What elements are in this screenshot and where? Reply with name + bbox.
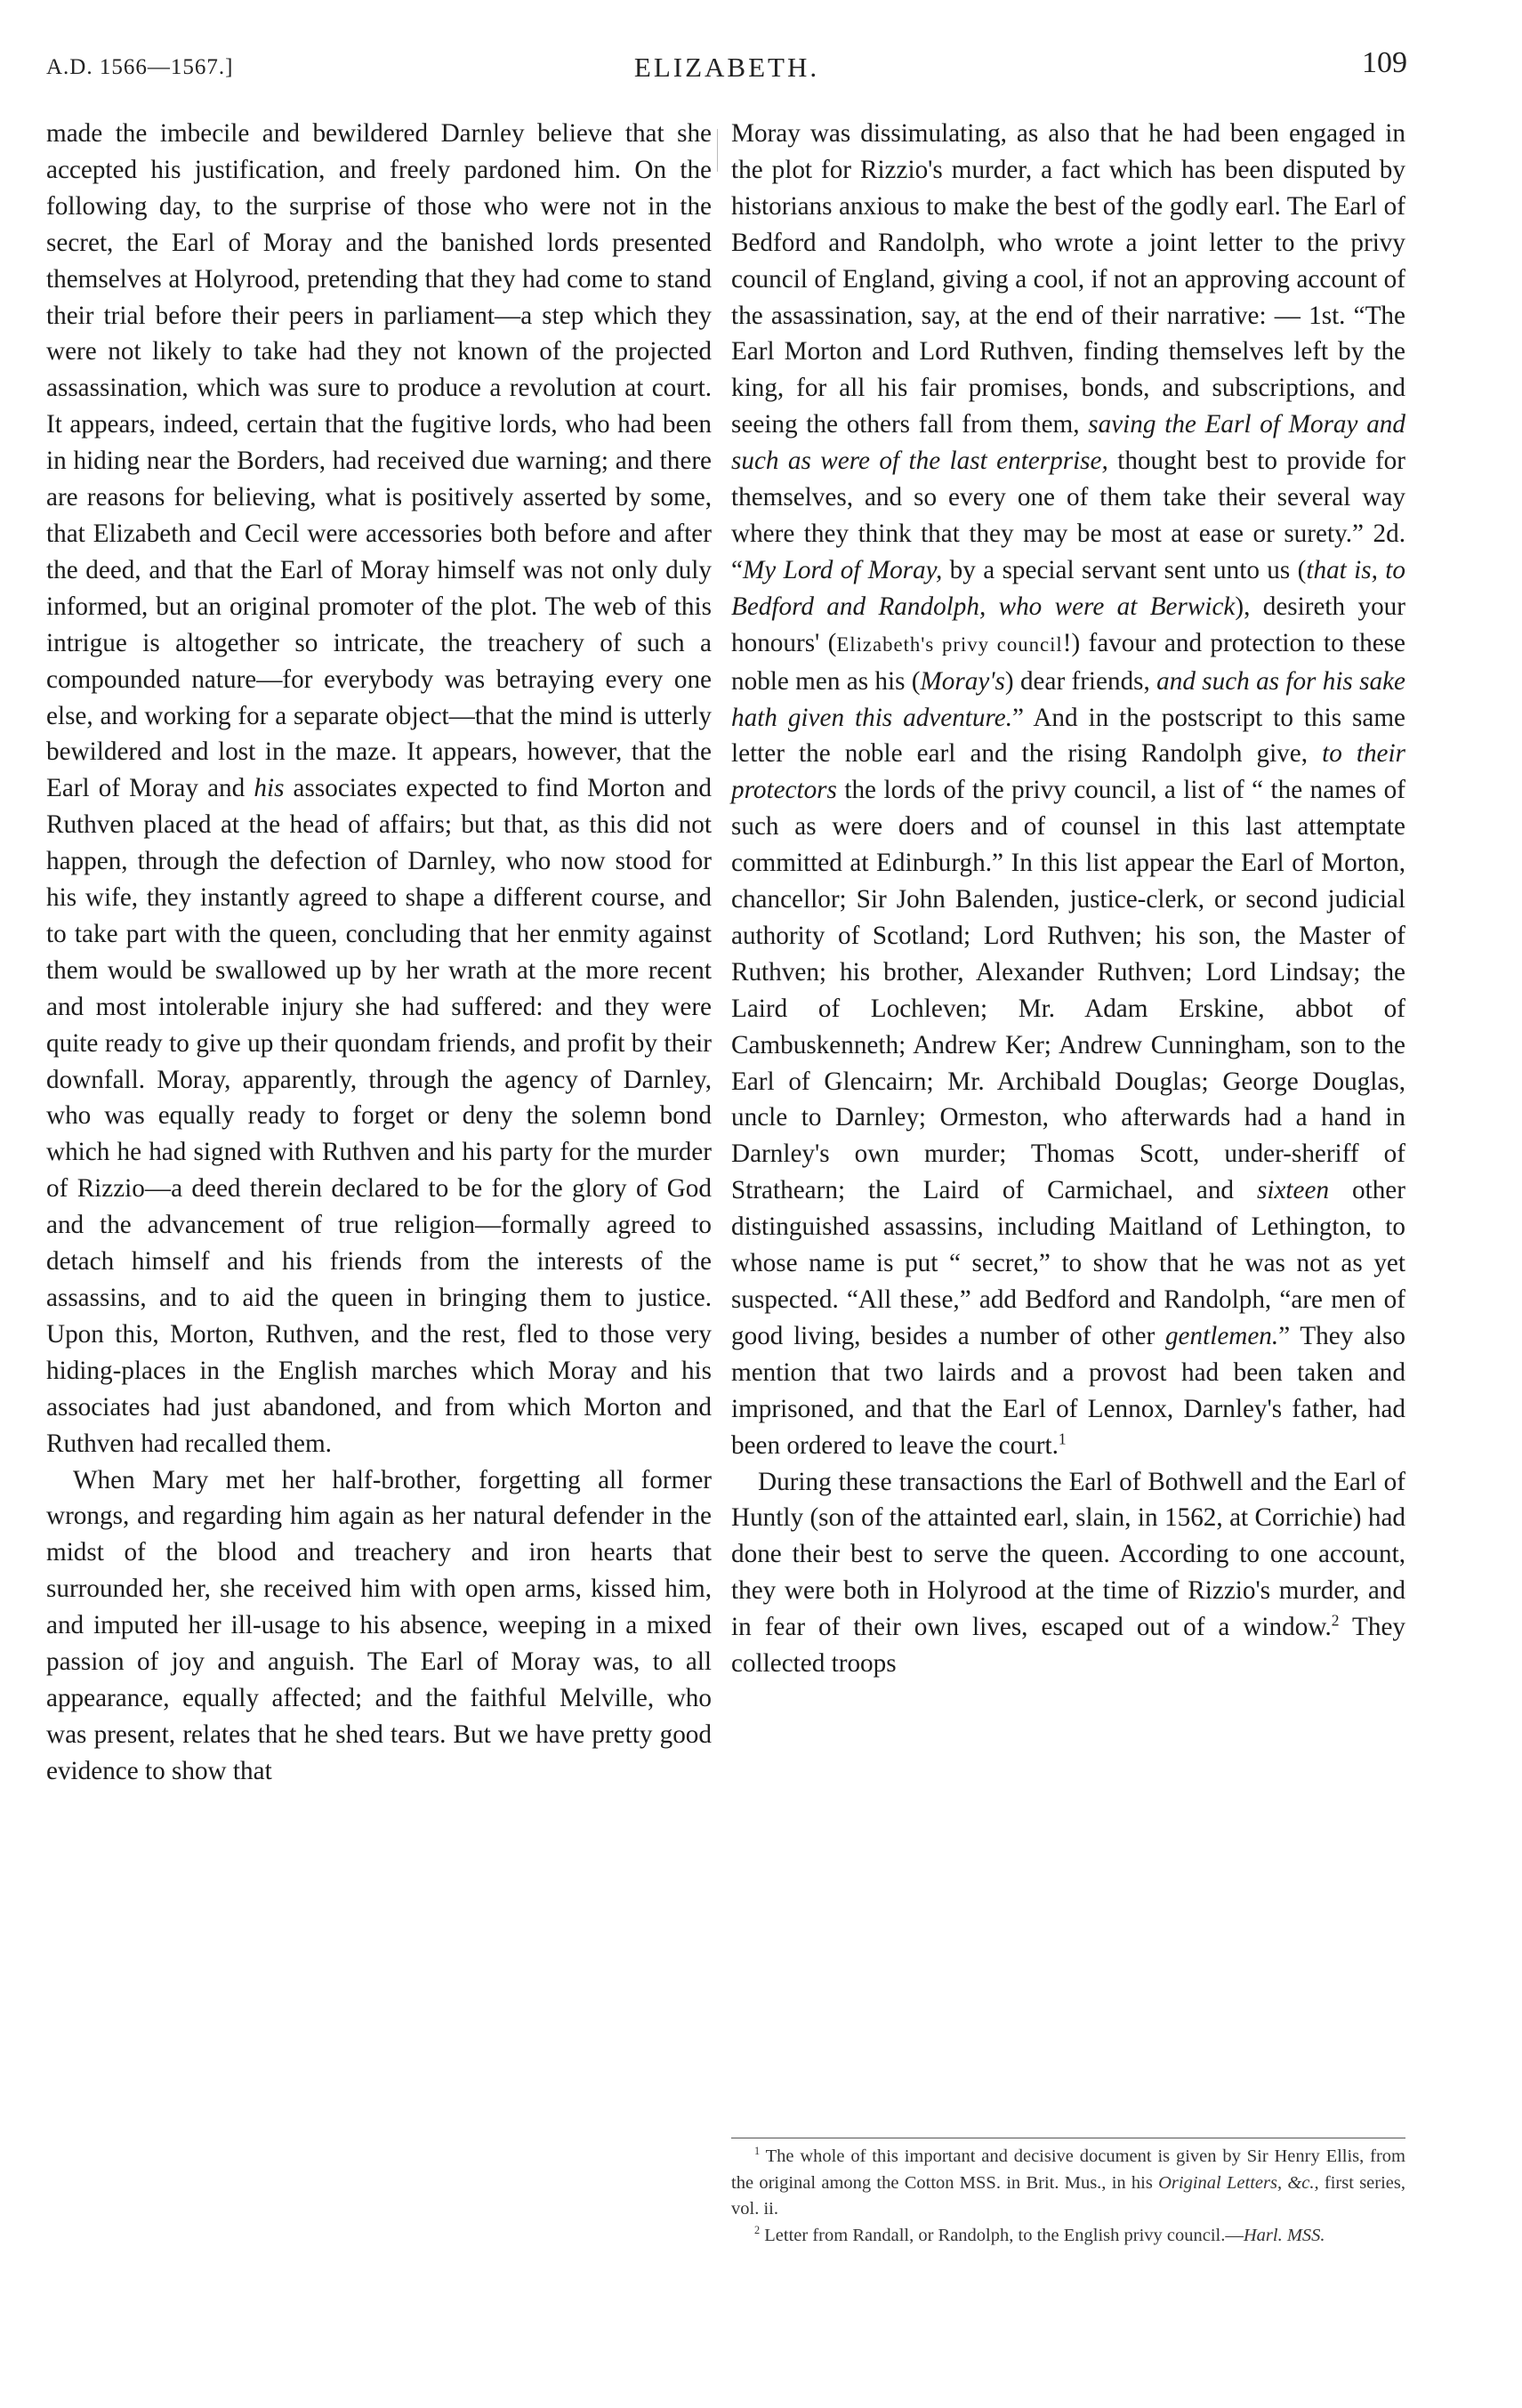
right-column: [731, 116, 1405, 1682]
footnotes: [731, 2144, 1405, 2249]
footnote-ref: 2: [1331, 1611, 1340, 1630]
date-range: A.D. 1566—1567.]: [46, 55, 234, 79]
running-head: [46, 43, 1407, 87]
page-number: 109: [1362, 46, 1407, 79]
paragraph: Moray was dissimulating, as also that he had been engaged in the plot for Rizzio's murder, a fact which has been disputed by historians anxious to make the best of the godly earl. The Earl of Bedford and Randolph, who wrote a joint letter to the privy council of England, giving a cool, if not an approving account of the assassination, say, at the end of their narrative: — 1st. “The Earl Morton and Lord Ruthven, finding themselves left by the king, for all his fair promises, bonds, and subscriptions, and seeing the others fall from them, saving the Earl of Moray and such as were of the last enterprise, thought best to provide for themselves, and so every one of them take their several way where they think that they may be most at ease or surety.” 2d. “My Lord of Moray, by a special servant sent unto us (that is, to Bedford and Randolph, who were at Berwick), desireth your honours' (Elizabeth's privy council!) favour and protection to these noble men as his (Moray's) dear friends, and such as for his sake hath given this adventure.” And in the postscript to this same letter the noble earl and the rising Randolph give, to their protectors the lords of the privy council, a list of “ the names of such as were doers and of counsel in this last attemptate committed at Edinburgh.” In this list appear the Earl of Morton, chancellor; Sir John Balenden, justice-clerk, or second judicial authority of Scotland; Lord Ruthven; his son, the Master of Ruthven; his brother, Alexander Ruthven; Lord Lindsay; the Laird of Lochleven; Mr. Adam Erskine, abbot of Cambuskenneth; Andrew Ker; Andrew Cunningham, son to the Earl of Glencairn; Mr. Archibald Douglas; George Douglas, uncle to Darnley; Ormeston, who afterwards had a hand in Darnley's own murder; Thomas Scott, under-sheriff of Strathearn; the Laird of Carmichael, and sixteen other distinguished assassins, including Maitland of Lethington, to whose name is put “ secret,” to show that he was not as yet suspected. “All these,” add Bedford and Randolph, “are men of good living, besides a number of other gentlemen.” They also mention that two lairds and a provost had been taken and imprisoned, and that the Earl of Lennox, Darnley's father, had been ordered to leave the court.$^1$: [731, 119, 1406, 1460]
footnote: $^1$ The whole of this important and decisive document is given by Sir Henry Ellis, from the original among the Cotton MSS. in Brit. Mus., in his Original Letters, &c., first series, vol. ii.: [731, 2145, 1406, 2219]
column-divider: [717, 129, 718, 172]
footnote: $^2$ Letter from Randall, or Randolph, to the English privy council.—Harl. MSS.: [754, 2223, 1325, 2245]
paragraph: When Mary met her half-brother, forgetting all former wrongs, and regarding him again as her natural defender in the midst of the blood and treachery and iron hearts that surrounded her, she received him with open arms, kissed him, and imputed her ill-usage to his absence, weeping in a mixed passion of joy and anguish. The Earl of Moray was, to all appearance, equally affected; and the faithful Melville, who was present, relates that he shed tears. But we have pretty good evidence to show that: [46, 1465, 712, 1785]
paragraph: made the imbecile and bewildered Darnley believe that she accepted his justification, and freely pardoned him. On the following day, to the surprise of those who were not in the secret, the Earl of Moray and the banished lords presented themselves at Holyrood, pretending that they had come to stand their trial before their peers in parliament—a step which they were not likely to take had they not known of the projected assassination, which was sure to produce a revolution at court. It appears, indeed, certain that the fugitive lords, who had been in hiding near the Borders, had received due warning; and there are reasons for believing, what is positively asserted by some, that Elizabeth and Cecil were accessories both before and after the deed, and that the Earl of Moray himself was not only duly informed, but an original promoter of the plot. The web of this intrigue is altogether so intricate, the treachery of such a compounded nature—for everybody was betraying every one else, and working for a separate object—that the mind is utterly bewildered and lost in the maze. It appears, however, that the Earl of Moray and his associates expected to find Morton and Ruthven placed at the head of affairs; but that, as this did not happen, through the defection of Darnley, who now stood for his wife, they instantly agreed to shape a different course, and to take part with the queen, concluding that her enmity against them would be swallowed up by her wrath at the more recent and most intolerable injury she had suffered: and they were quite ready to give up their quondam friends, and profit by their downfall. Moray, apparently, through the agency of Darnley, who was equally ready to forget or deny the solemn bond which he had signed with Ruthven and his party for the murder of Rizzio—a deed therein declared to be for the glory of God and the advancement of true religion—formally agreed to detach himself and his friends from the interests of the assassins, and to aid the queen in bringing them to justice. Upon this, Morton, Ruthven, and the rest, fled to those very hiding-places in the English marches which Moray and his associates had just abandoned, and from which Morton and Ruthven had recalled them.: [46, 119, 713, 1458]
paragraph: During these transactions the Earl of Bothwell and the Earl of Huntly (son of the attainted earl, slain, in 1562, at Corrichie) had done their best to serve the queen. According to one account, they were both in Holyrood at the time of Rizzio's murder, and in fear of their own lives, escaped out of a window.$^2$ They collected troops: [731, 1467, 1405, 1679]
left-column: [46, 116, 712, 1790]
page-title: ELIZABETH.: [633, 52, 820, 83]
footnote-ref: 1: [1058, 1429, 1067, 1447]
